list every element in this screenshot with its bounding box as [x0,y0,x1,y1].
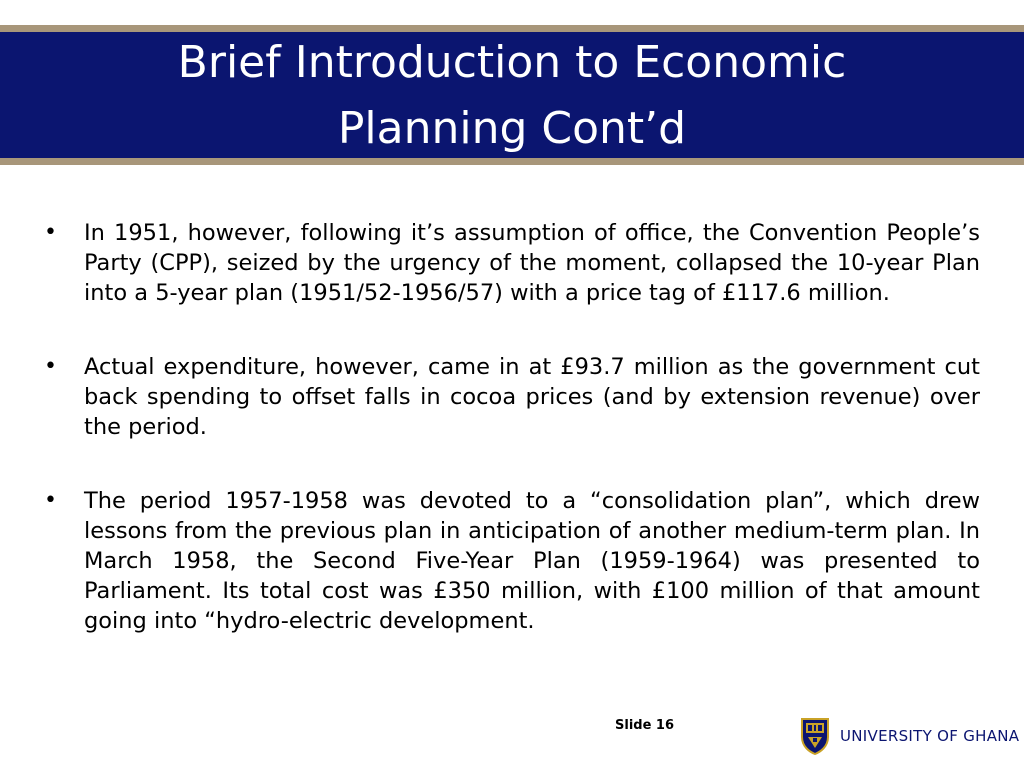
bullet-icon: • [44,488,57,513]
logo-text: UNIVERSITY OF GHANA [840,727,1020,745]
bullet-icon: • [44,354,57,379]
slide-number: Slide 16 [615,718,675,733]
bullet-text-2: Actual expenditure, however, came in at £93.7 million as the government cut back spending to offset falls in cocoa prices (and by extension revenue) over the period. [84,354,980,440]
slide-title [0,32,1024,159]
title-bar [0,25,1024,165]
bullet-list [40,218,980,636]
bullet-icon: • [44,220,57,245]
university-logo [800,716,1019,756]
slide-body [40,218,980,680]
bullet-item-3 [40,486,980,636]
slide-title-line-1: Brief Introduction to Economic [177,37,847,88]
bullet-item-1 [40,218,980,308]
slide-title-line-2: Planning Cont’d [337,103,687,154]
bullet-text-1: In 1951, however, following it’s assumption of office, the Convention People’s Party (CPP), seized by the urgency of the moment, collapsed the 10-year Plan into a 5-year plan (1951/52-1956/57) with a price tag of £117.6 million. [84,220,980,306]
bullet-text-3: The period 1957-1958 was devoted to a “consolidation plan”, which drew lessons from the previous plan in anticipation of another medium-term plan. In March 1958, the Second Five-Year Plan (1959-1964) was presented to Parliament. Its total cost was £350 million, with £100 million of that amount going into “hydro-electric development. [84,488,980,634]
bullet-item-2 [40,352,980,442]
university-crest-icon [800,717,830,755]
